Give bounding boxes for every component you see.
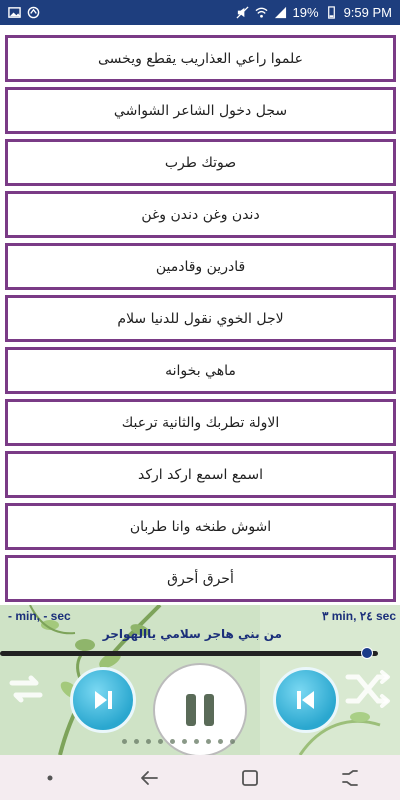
signal-icon	[274, 6, 287, 19]
page-dot	[230, 739, 235, 744]
system-nav-bar	[0, 755, 400, 800]
next-icon	[90, 687, 116, 713]
seek-bar[interactable]	[0, 649, 400, 657]
duration-time: ٣ min, ٢٤ sec	[321, 609, 396, 623]
recents-icon	[339, 767, 361, 789]
dot-icon	[45, 773, 55, 783]
home-button[interactable]	[230, 758, 270, 798]
elapsed-time: - min, - sec	[8, 609, 71, 623]
image-icon	[8, 6, 21, 19]
song-list[interactable]	[0, 25, 400, 605]
clock: 9:59 PM	[343, 5, 392, 20]
list-item[interactable]: اسمع اسمع اركد اركد	[5, 451, 396, 498]
now-playing-title: من بني هاجر سلامي ياالهواجر	[102, 627, 282, 641]
list-item[interactable]: اشوش طنخه وانا طربان	[5, 503, 396, 550]
battery-icon	[325, 6, 338, 19]
list-item[interactable]: ماهي بخوانه	[5, 347, 396, 394]
music-player	[0, 605, 400, 755]
list-item[interactable]: قادرين وقادمين	[5, 243, 396, 290]
home-icon	[240, 768, 260, 788]
pause-icon	[178, 688, 222, 732]
previous-icon	[293, 687, 319, 713]
page-dot	[158, 739, 163, 744]
next-button[interactable]	[70, 667, 136, 733]
repeat-button[interactable]	[4, 667, 48, 711]
page-dot	[194, 739, 199, 744]
wifi-icon	[255, 6, 268, 19]
page-dot	[206, 739, 211, 744]
page-indicator	[122, 739, 235, 744]
list-item[interactable]: سجل دخول الشاعر الشواشي	[5, 87, 396, 134]
status-bar	[0, 0, 400, 25]
back-icon	[139, 767, 161, 789]
shuffle-button[interactable]	[344, 667, 392, 711]
page-dot	[182, 739, 187, 744]
battery-percent: 19%	[292, 5, 319, 20]
sync-icon	[27, 6, 40, 19]
page-dot	[146, 739, 151, 744]
nav-dot-button[interactable]	[30, 758, 70, 798]
list-item[interactable]: لاجل الخوي نقول للدنيا سلام	[5, 295, 396, 342]
seek-track[interactable]	[0, 651, 378, 656]
page-dot	[218, 739, 223, 744]
back-button[interactable]	[130, 758, 170, 798]
shuffle-icon	[344, 667, 392, 711]
list-item[interactable]: الاولة تطربك والثانية ترعبك	[5, 399, 396, 446]
repeat-icon	[4, 667, 48, 711]
list-item[interactable]: علموا راعي العذاريب يقطع ويخسى	[5, 35, 396, 82]
seek-thumb[interactable]	[361, 647, 373, 659]
list-item[interactable]: صوتك طرب	[5, 139, 396, 186]
page-dot	[134, 739, 139, 744]
list-item[interactable]: دندن وغن دندن وغن	[5, 191, 396, 238]
list-item[interactable]: أحرق أحرق	[5, 555, 396, 602]
recents-button[interactable]	[330, 758, 370, 798]
previous-button[interactable]	[273, 667, 339, 733]
mute-icon	[236, 6, 249, 19]
page-dot	[170, 739, 175, 744]
page-dot	[122, 739, 127, 744]
